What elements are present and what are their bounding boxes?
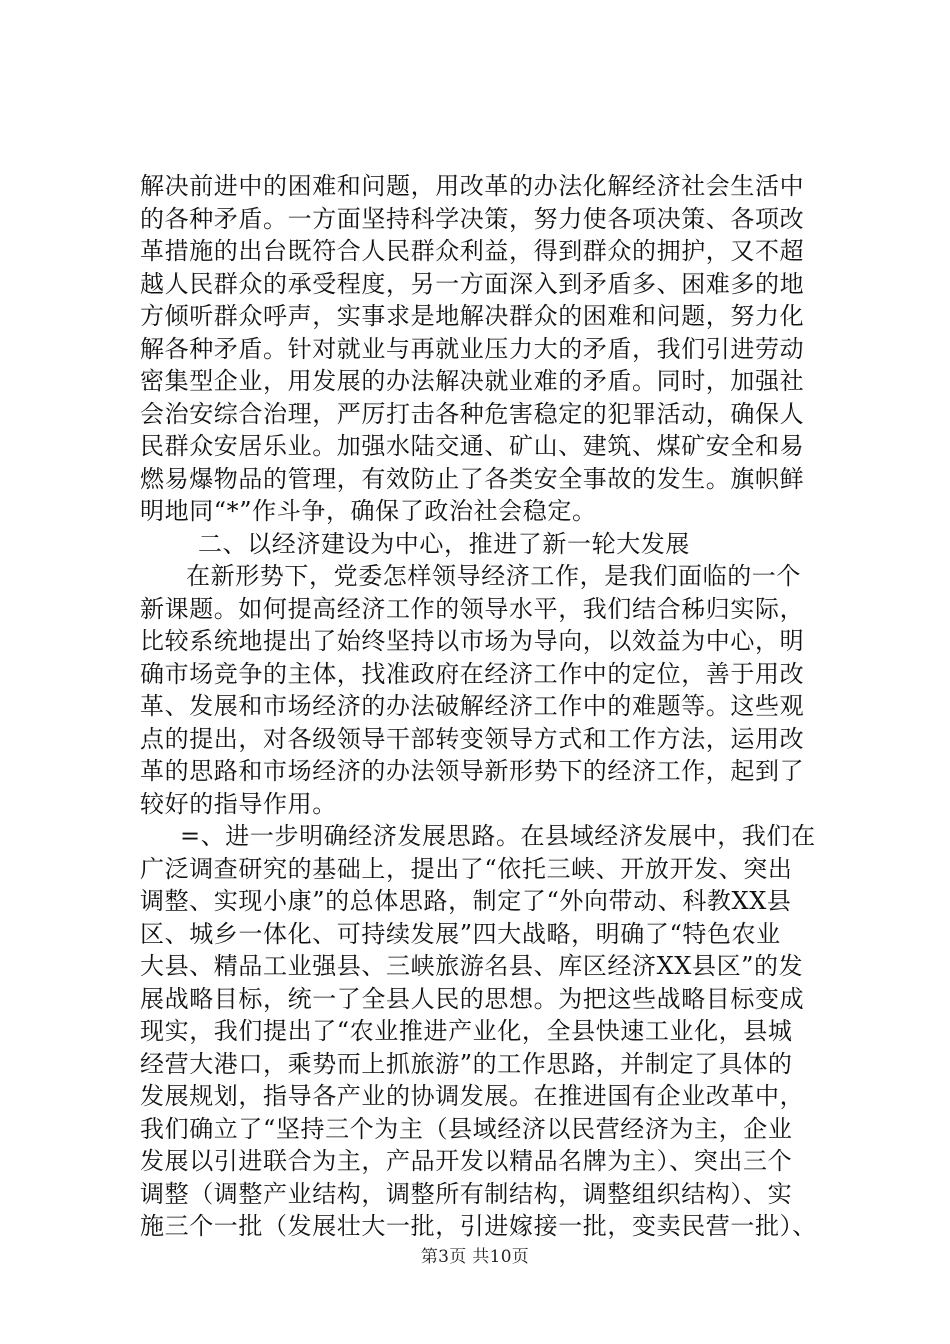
text-line: 明地同“*”作斗争，确保了政治社会稳定。 bbox=[140, 497, 597, 525]
text-line: 革、发展和市场经济的办法破解经济工作中的难题等。这些观 bbox=[140, 692, 805, 720]
text-line: 民群众安居乐业。加强水陆交通、矿山、建筑、煤矿安全和易 bbox=[140, 432, 805, 460]
text-line: 调整（调整产业结构，调整所有制结构，调整组织结构）、实 bbox=[140, 1179, 793, 1208]
text-line: 调整、实现小康”的总体思路，制定了“外向带动、科教XX县 bbox=[140, 887, 792, 915]
text-line: 革的思路和市场经济的办法领导新形势下的经济工作，起到了 bbox=[140, 757, 805, 785]
text-line: 我们确立了“坚持三个为主（县域经济以民营经济为主，企业 bbox=[140, 1114, 793, 1143]
text-line: 会治安综合治理，严厉打击各种危害稳定的犯罪活动，确保人 bbox=[140, 399, 805, 428]
text-line: 大县、精品工业强县、三峡旅游名县、库区经济XX县区”的发 bbox=[140, 952, 804, 980]
text-line: 比较系统地提出了始终坚持以市场为导向，以效益为中心，明 bbox=[140, 627, 805, 655]
text-line: 发展规划，指导各产业的协调发展。在推进国有企业改革中， bbox=[140, 1082, 805, 1110]
text-line: 确市场竞争的主体，找准政府在经济工作中的定位，善于用改 bbox=[140, 659, 805, 688]
text-line: 广泛调查研究的基础上，提出了“依托三峡、开放开发、突出 bbox=[140, 854, 793, 883]
text-line: 燃易爆物品的管理，有效防止了各类安全事故的发生。旗帜鲜 bbox=[140, 464, 805, 493]
body-text bbox=[140, 170, 840, 1243]
text-line: 革措施的出台既符合人民群众利益，得到群众的拥护，又不超 bbox=[140, 237, 805, 265]
text-line: 现实，我们提出了“农业推进产业化，全县快速工业化，县城 bbox=[140, 1017, 793, 1045]
paragraph-first-line: =、进一步明确经济发展思路。在县域经济发展中，我们在 bbox=[180, 822, 816, 850]
section-heading: 二、以经济建设为中心，推进了新一轮大发展 bbox=[198, 529, 690, 558]
text-line: 的各种矛盾。一方面坚持科学决策，努力使各项决策、各项改 bbox=[140, 204, 805, 233]
text-line: 发展以引进联合为主，产品开发以精品名牌为主）、突出三个 bbox=[140, 1147, 793, 1175]
text-line: 方倾听群众呼声，实事求是地解决群众的困难和问题，努力化 bbox=[140, 302, 805, 330]
text-line: 解各种矛盾。针对就业与再就业压力大的矛盾，我们引进劳动 bbox=[140, 334, 805, 363]
text-line: 展战略目标，统一了全县人民的思想。为把这些战略目标变成 bbox=[140, 984, 805, 1013]
text-line: 越人民群众的承受程度，另一方面深入到矛盾多、困难多的地 bbox=[140, 269, 805, 298]
text-line: 解决前进中的困难和问题，用改革的办法化解经济社会生活中 bbox=[140, 172, 805, 200]
text-line: 区、城乡一体化、可持续发展”四大战略，明确了“特色农业 bbox=[140, 919, 781, 948]
text-line: 点的提出，对各级领导干部转变领导方式和工作方法，运用改 bbox=[140, 724, 805, 753]
paragraph-first-line: 在新形势下，党委怎样领导经济工作，是我们面临的一个 bbox=[186, 562, 801, 590]
text-line: 新课题。如何提高经济工作的领导水平，我们结合秭归实际， bbox=[140, 594, 805, 623]
page-footer: 第3页 共10页 bbox=[420, 1247, 530, 1267]
text-line: 施三个一批（发展壮大一批，引进嫁接一批，变卖民营一批）、 bbox=[140, 1212, 817, 1240]
text-line: 经营大港口，乘势而上抓旅游”的工作思路，并制定了具体的 bbox=[140, 1049, 793, 1078]
text-line: 密集型企业，用发展的办法解决就业难的矛盾。同时，加强社 bbox=[140, 367, 805, 395]
text-line: 较好的指导作用。 bbox=[140, 789, 337, 818]
